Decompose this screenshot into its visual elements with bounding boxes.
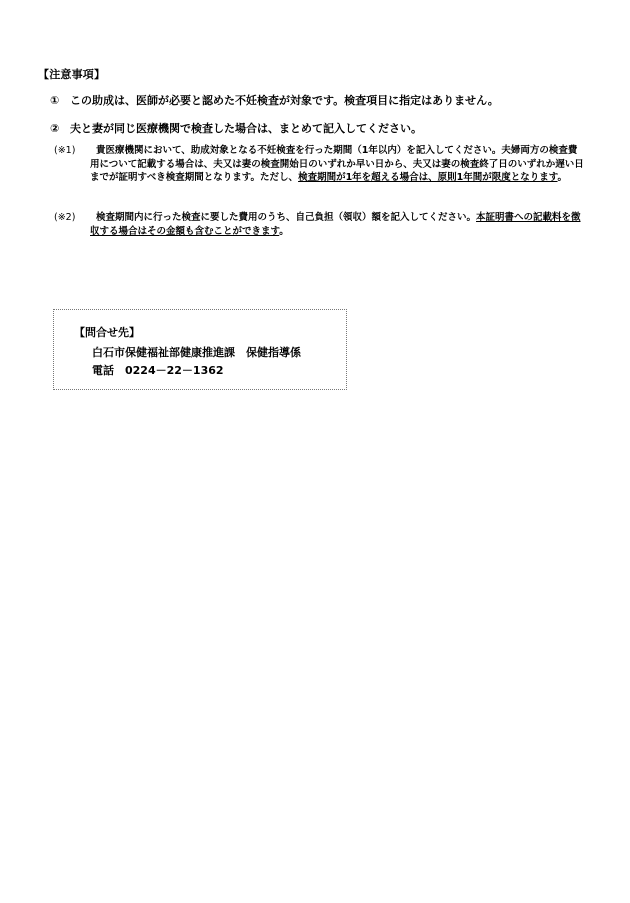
- note-item-text: この助成は、医師が必要と認めた不妊検査が対象です。検査項目に指定はありません。: [70, 94, 499, 107]
- contact-department: 白石市保健福祉部健康推進課 保健指導係: [92, 346, 301, 359]
- footnote-mark: (※2): [54, 212, 76, 223]
- footnote-underlined-text: 本証明書への記載料を徴収する場合はその金額も含むことができます: [90, 212, 581, 237]
- footnote-body: [90, 144, 584, 185]
- footnote-text: 貴医療機関において、助成対象となる不妊検査を行った期間（1年以内）を記入してください。夫婦両方の検査費用について記載する場合は、夫又は妻の検査開始日のいずれか早い日から、夫又は妻の検査終了日のいずれか遅い日までが証明すべき検査期間となります。ただし、: [90, 145, 584, 183]
- footnote-2: [54, 211, 584, 238]
- footnote-mark: (※1): [54, 145, 76, 156]
- notes-heading: 【注意事項】: [38, 68, 106, 81]
- footnote-text-end: 。: [279, 225, 289, 237]
- note-item-2: [50, 120, 422, 136]
- footnote-body: [90, 211, 584, 238]
- note-item-text: 夫と妻が同じ医療機関で検査した場合は、まとめて記入してください。: [70, 122, 422, 135]
- contact-phone: 電話 0224－22－1362: [92, 364, 224, 377]
- footnote-1: [54, 144, 584, 185]
- footnote-text: 検査期間内に行った検査に要した費用のうち、自己負担（領収）額を記入してください。: [96, 212, 477, 223]
- note-item-number: ②: [50, 122, 60, 135]
- note-item-number: ①: [50, 94, 60, 107]
- contact-box: [53, 309, 347, 390]
- contact-title: 【問合せ先】: [74, 326, 140, 339]
- footnote-text-end: 。: [557, 172, 568, 183]
- note-item-1: [50, 92, 499, 108]
- footnote-underlined-text: 検査期間が1年を超える場合は、原則1年間が限度となります: [298, 172, 558, 183]
